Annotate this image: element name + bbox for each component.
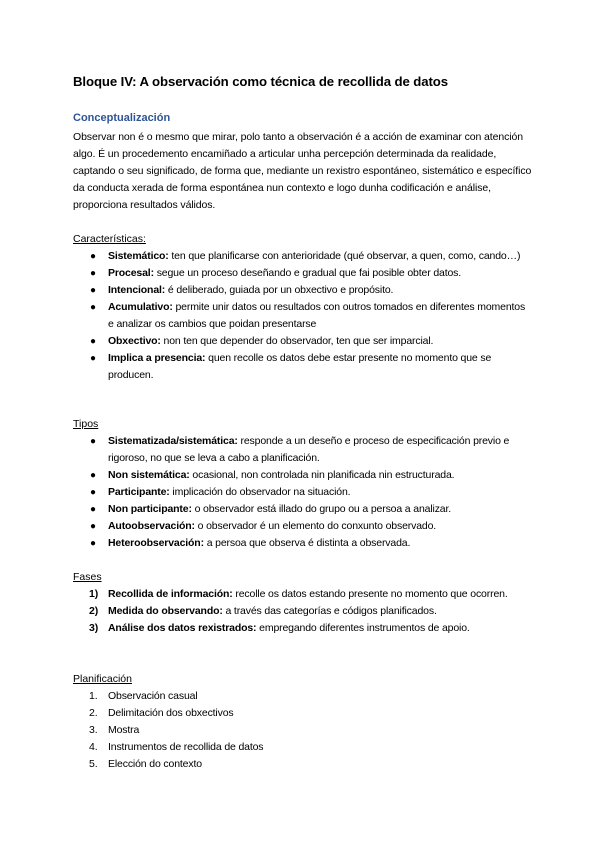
bullet-icon: ● — [90, 487, 96, 498]
list-item — [73, 501, 533, 518]
item-number: 2. — [89, 707, 98, 719]
list-item — [73, 586, 533, 603]
item-label: Instrumentos de recollida de datos — [108, 741, 264, 753]
item-number: 4. — [89, 741, 98, 753]
bullet-icon: ● — [90, 285, 96, 296]
item-term: Non sistemática: — [108, 469, 190, 481]
list-item — [73, 620, 533, 637]
conceptualizacion-paragraph: Observar non é o mesmo que mirar, polo tanto a observación é a acción de examinar con atención algo. É un procedemento encamiñado a articular unha percepción determinada da realidade, captando o seu significado, de forma que, mediante un rexistro espontáneo, sistemático e específico da conducta xerada de forma espontánea nun contexto e logo dunha codificación e análise, proporciona resultados válidos. — [73, 131, 532, 211]
item-term: Análise dos datos rexistrados: — [108, 622, 257, 634]
item-label: Delimitación dos obxectivos — [108, 707, 234, 719]
bullet-icon: ● — [90, 268, 96, 279]
bullet-icon: ● — [90, 353, 96, 364]
planificacion-heading: Planificación — [73, 673, 132, 685]
item-desc: o observador está illado do grupo ou a persoa a analizar. — [191, 503, 452, 515]
item-desc: a través das categorías e códigos planificados. — [222, 605, 437, 617]
item-term: Implica a presencia: — [108, 352, 206, 364]
list-item — [73, 282, 533, 299]
list-item — [73, 518, 533, 535]
tipos-heading: Tipos — [73, 418, 99, 430]
item-number: 1) — [89, 588, 99, 600]
fases-list — [73, 586, 533, 637]
item-term: Acumulativo: — [108, 301, 173, 313]
bullet-icon: ● — [90, 302, 96, 313]
bullet-icon: ● — [90, 521, 96, 532]
item-desc: o observador é un elemento do conxunto observado. — [194, 520, 437, 532]
item-term: Obxectivo: — [108, 335, 161, 347]
item-desc: responde a un deseño e proceso de especificación previo e rigoroso, no que se leva a cabo a planificación. — [108, 435, 510, 464]
item-desc: implicación do observador na situación. — [169, 486, 351, 498]
item-term: Participante: — [108, 486, 170, 498]
item-desc: é deliberado, guiada por un obxectivo e propósito. — [165, 284, 394, 296]
item-desc: non ten que depender do observador, ten que ser imparcial. — [160, 335, 434, 347]
list-item — [73, 603, 533, 620]
item-label: Mostra — [108, 724, 140, 736]
item-desc: recolle os datos estando presente no momento que ocorren. — [232, 588, 508, 600]
item-desc: quen recolle os datos debe estar presente no momento que se producen. — [108, 352, 492, 381]
item-number: 2) — [89, 605, 99, 617]
fases-heading: Fases — [73, 571, 102, 583]
bullet-icon: ● — [90, 504, 96, 515]
item-term: Autoobservación: — [108, 520, 195, 532]
bullet-icon: ● — [90, 538, 96, 549]
item-term: Recollida de información: — [108, 588, 233, 600]
list-item — [73, 467, 533, 484]
item-term: Intencional: — [108, 284, 166, 296]
list-item — [73, 265, 533, 282]
list-item — [73, 333, 533, 350]
item-term: Sistemático: — [108, 250, 169, 262]
item-label: Observación casual — [108, 690, 198, 702]
list-item — [73, 756, 533, 773]
item-number: 5. — [89, 758, 98, 770]
item-label: Elección do contexto — [108, 758, 202, 770]
item-desc: a persoa que observa é distinta a observada. — [203, 537, 411, 549]
list-item — [73, 535, 533, 552]
bullet-icon: ● — [90, 436, 96, 447]
planificacion-list — [73, 688, 533, 773]
list-item — [73, 739, 533, 756]
item-term: Procesal: — [108, 267, 154, 279]
item-desc: segue un proceso deseñando e gradual que fai posible obter datos. — [153, 267, 462, 279]
item-desc: permite unir datos ou resultados con outros tomados en diferentes momentos e analizar os cambios que poidan presentarse — [108, 301, 526, 330]
tipos-list — [73, 433, 533, 552]
item-term: Sistematizada/sistemática: — [108, 435, 238, 447]
document-title: Bloque IV: A observación como técnica de recollida de datos — [73, 74, 448, 89]
list-item — [73, 484, 533, 501]
conceptualizacion-heading: Conceptualización — [73, 112, 171, 124]
list-item — [73, 705, 533, 722]
item-desc: ocasional, non controlada nin planificada nin estructurada. — [189, 469, 455, 481]
item-term: Heteroobservación: — [108, 537, 204, 549]
caracteristicas-list — [73, 248, 533, 384]
list-item — [73, 433, 533, 467]
list-item — [73, 722, 533, 739]
item-desc: ten que planificarse con anterioridade (qué observar, a quen, como, cando…) — [168, 250, 521, 262]
item-term: Medida do observando: — [108, 605, 223, 617]
item-number: 3) — [89, 622, 99, 634]
bullet-icon: ● — [90, 336, 96, 347]
list-item — [73, 688, 533, 705]
item-desc: empregando diferentes instrumentos de apoio. — [256, 622, 470, 634]
item-number: 3. — [89, 724, 98, 736]
item-term: Non participante: — [108, 503, 192, 515]
caracteristicas-heading: Características: — [73, 233, 146, 245]
list-item — [73, 299, 533, 333]
item-number: 1. — [89, 690, 98, 702]
bullet-icon: ● — [90, 470, 96, 481]
bullet-icon: ● — [90, 251, 96, 262]
list-item — [73, 350, 533, 384]
list-item — [73, 248, 533, 265]
